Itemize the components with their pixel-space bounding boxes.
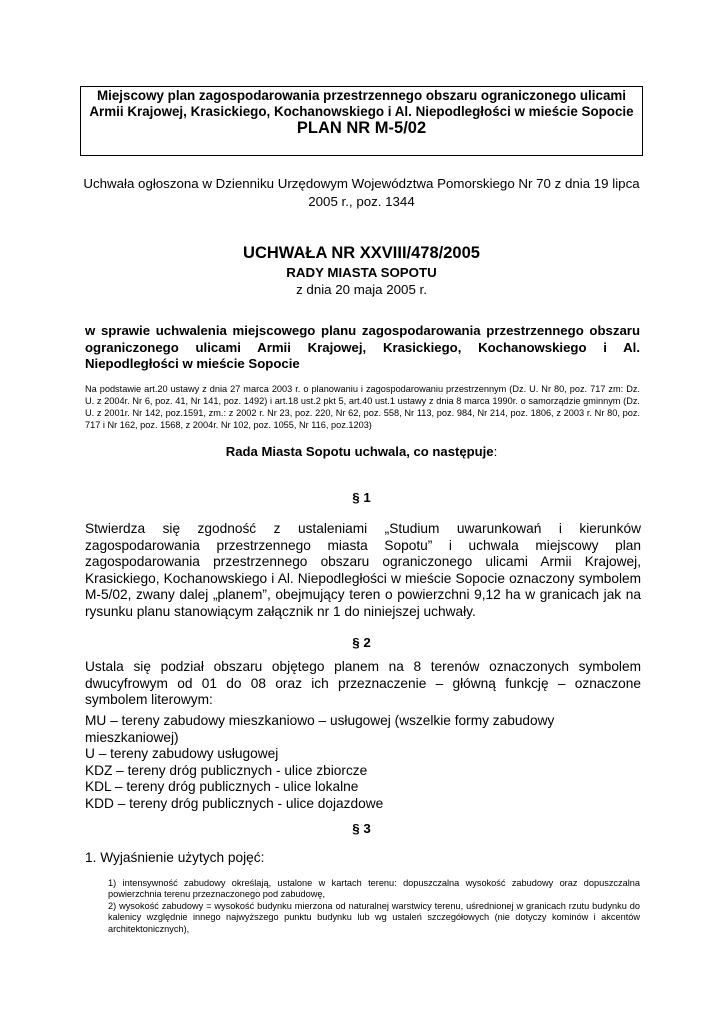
resolve-statement bbox=[80, 444, 643, 460]
definition-item: 1) intensywność zabudowy określają, ustalone w kartach terenu: dopuszczalna wysokość zabudowy oraz dopuszczalna powierzchnia terenu przeznaczonego pod zabudowę, bbox=[108, 878, 640, 900]
plan-title-box bbox=[80, 86, 643, 156]
plan-title: Miejscowy plan zagospodarowania przestrzennego obszaru ograniczonego ulicami Armii Krajowej, Krasickiego, Kochanowskiego i Al. Niepodległości w mieście Sopocie bbox=[89, 88, 634, 119]
resolution-title: UCHWAŁA NR XXVIII/478/2005 bbox=[243, 244, 480, 262]
resolution-date: z dnia 20 maja 2005 r. bbox=[296, 282, 427, 297]
publication-announcement: Uchwała ogłoszona w Dzienniku Urzędowym Województwa Pomorskiego Nr 70 z dnia 19 lipca 2005 r., poz. 1344 bbox=[83, 176, 640, 209]
section-2-sign: § 2 bbox=[352, 635, 371, 650]
section-3-heading: 1. Wyjaśnienie użytych pojęć: bbox=[85, 850, 265, 865]
list-item: U – tereny zabudowy usługowej bbox=[85, 746, 279, 762]
list-item: KDL – tereny dróg publicznych - ulice lokalne bbox=[85, 779, 359, 795]
definition-item: 2) wysokość zabudowy = wysokość budynku mierzona od naturalnej warstwicy terenu, uśrednionej w granicach rzutu budynku do kalenicy względnie innego najwyższego punktu budynku lub wg ustaleń szczegółowych (nie dotyczy kominów i akcentów architektonicznych), bbox=[108, 900, 640, 934]
plan-number: PLAN NR M-5/02 bbox=[296, 119, 427, 137]
resolve-colon: : bbox=[493, 444, 498, 459]
council-name: RADY MIASTA SOPOTU bbox=[286, 265, 437, 280]
list-item: KDZ – tereny dróg publicznych - ulice zbiorcze bbox=[85, 762, 368, 778]
resolve-text: Rada Miasta Sopotu uchwala, co następuje bbox=[225, 444, 494, 459]
section-3-sign: § 3 bbox=[352, 821, 371, 836]
section-1-sign: § 1 bbox=[352, 490, 371, 505]
land-use-list bbox=[85, 713, 641, 813]
section-2-text: Ustala się podział obszaru objętego planem na 8 terenów oznaczonych symbolem dwucyfrowym od 01 do 08 oraz ich przeznaczenie – główną funkcję – oznaczone symbolem literowym: bbox=[85, 659, 641, 708]
legal-basis: Na podstawie art.20 ustawy z dnia 27 marca 2003 r. o planowaniu i zagospodarowaniu przestrzennym (Dz. U. Nr 80, poz. 717 zm: Dz. U. z 2004r. Nr 6, poz. 41, Nr 141, poz. 1492) i art.18 ust.2 pkt 5, art.40 ust.1 ustawy z dnia 8 marca 1990r. o samorządzie gminnym (Dz. U. z 2001r. Nr 142, poz.1591, zm.: z 2002 r. Nr 23, poz. 220, Nr 62, poz. 558, Nr 113, poz. 984, Nr 214, poz. 1806, z 2003 r. Nr 80, poz. 717 i Nr 162, poz. 1568, z 2004r. Nr 102, poz. 1055, Nr 116, poz.1203) bbox=[85, 384, 640, 430]
definitions-list bbox=[108, 878, 640, 935]
list-item: MU – tereny zabudowy mieszkaniowo – usługowej (wszelkie formy zabudowy mieszkaniowej) bbox=[85, 713, 555, 745]
section-1-text: Stwierdza się zgodność z ustaleniami „Studium uwarunkowań i kierunków zagospodarowania przestrzennego miasta Sopotu” i uchwala miejscowy plan zagospodarowania przestrzennego obszaru ograniczonego ulicami Armii Krajowej, Krasickiego, Kochanowskiego i Al. Niepodległości w mieście Sopocie oznaczony symbolem M-5/02, zwany dalej „planem”, obejmujący teren o powierzchni 9,12 ha w granicach jak na rysunku planu stanowiącym załącznik nr 1 do niniejszej uchwały. bbox=[85, 521, 641, 619]
list-item: KDD – tereny dróg publicznych - ulice dojazdowe bbox=[85, 795, 384, 811]
resolution-subject: w sprawie uchwalenia miejscowego planu zagospodarowania przestrzennego obszaru ograniczonego ulicami Armii Krajowej, Krasickiego, Kochanowskiego i Al. Niepodległości w mieście Sopocie bbox=[85, 323, 640, 372]
